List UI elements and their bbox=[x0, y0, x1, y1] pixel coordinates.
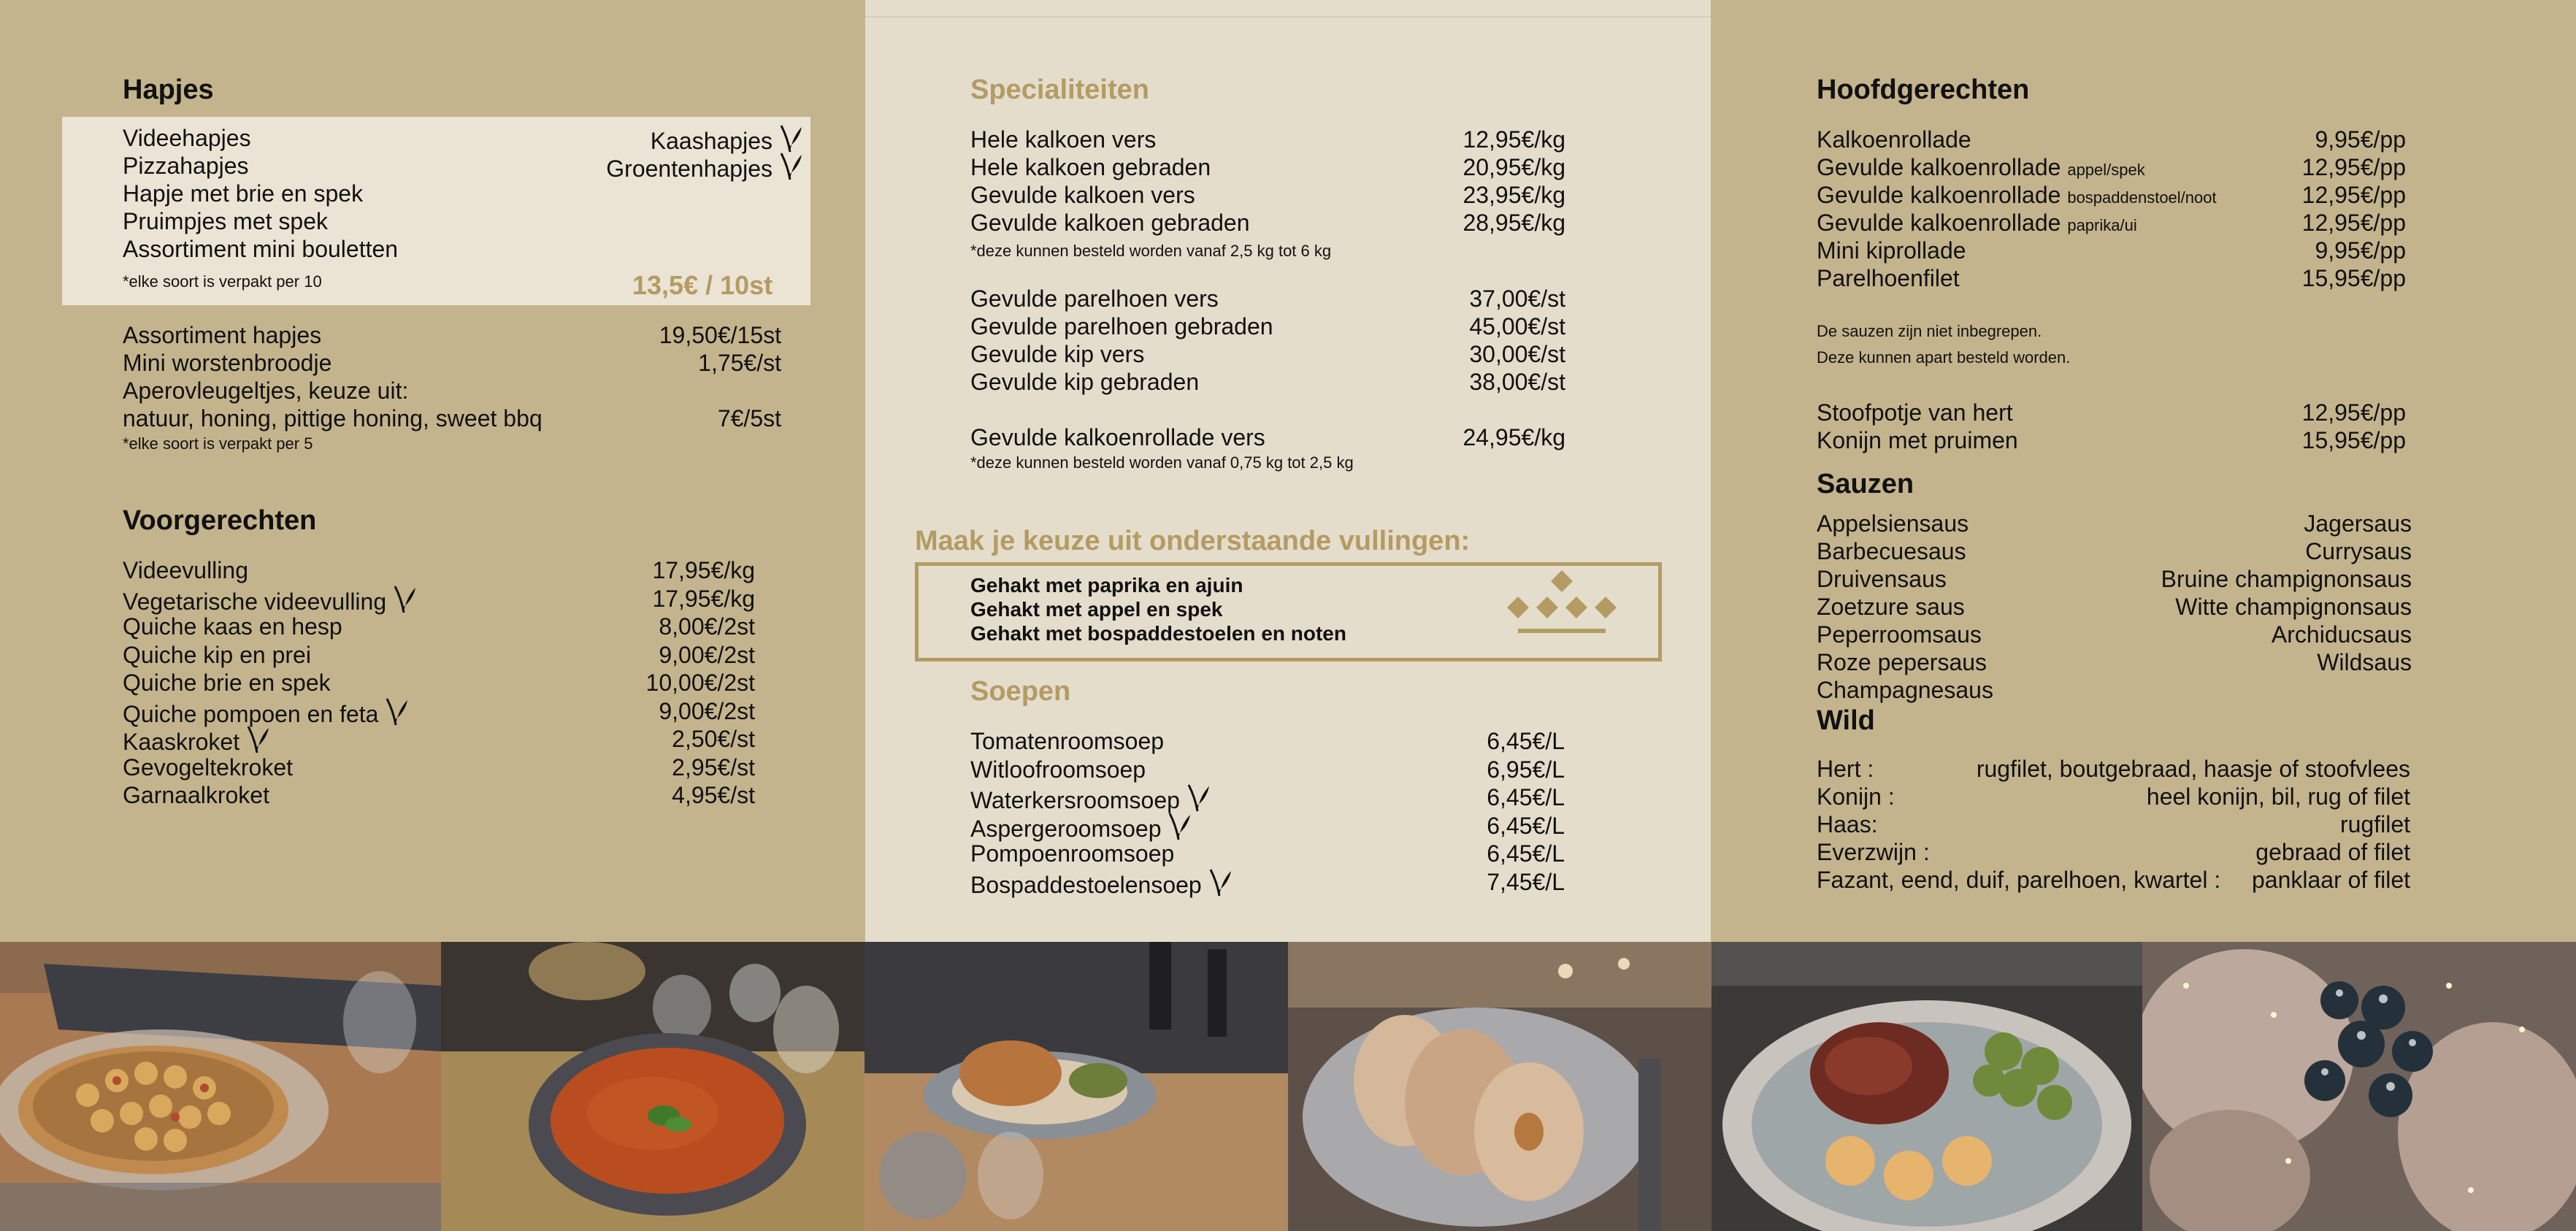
item-price: 9,00€/2st bbox=[659, 697, 755, 724]
vulling-item: Gehakt met appel en spek bbox=[970, 598, 1223, 621]
item-variant: bospaddenstoel/noot bbox=[2067, 188, 2217, 207]
item-name: Gevogeltekroket bbox=[123, 753, 294, 781]
item-price: 12,95€/pp bbox=[2301, 210, 2406, 236]
item-name: Barbecuesaus bbox=[1817, 538, 1966, 564]
item-name: Quiche pompoen en feta bbox=[123, 700, 379, 727]
hapjes-item bbox=[123, 404, 781, 432]
hoofdgerecht-item bbox=[1817, 237, 2406, 264]
item-price: rugfilet, boutgebraad, haasje of stoofvlees bbox=[1976, 756, 2410, 782]
specialiteiten-note-1: *deze kunnen besteld worden vanaf 2,5 kg tot 6 kg bbox=[970, 242, 1332, 260]
item-name: Gevulde kalkoenrollade bbox=[1817, 210, 2061, 236]
item-price: panklaar of filet bbox=[2251, 867, 2410, 893]
item-price: 9,00€/2st bbox=[659, 641, 755, 668]
item-name: Videehapjes bbox=[123, 125, 251, 151]
specialiteit-item bbox=[970, 153, 1565, 181]
hapjes-box-price: 13,5€ / 10st bbox=[632, 270, 773, 300]
vegetarian-leaf-icon bbox=[384, 697, 409, 726]
item-price: 1,75€/st bbox=[698, 350, 781, 376]
item-price: 10,00€/2st bbox=[645, 670, 755, 696]
item-price: 24,95€/kg bbox=[1463, 424, 1565, 450]
item-name: Gevulde kalkoenrollade bbox=[1817, 154, 2061, 180]
item-price: 8,00€/2st bbox=[659, 613, 755, 640]
item-name: Gevulde kalkoen vers bbox=[970, 182, 1195, 208]
specialiteit-item bbox=[970, 209, 1565, 237]
item-price: 45,00€/st bbox=[1469, 313, 1565, 340]
divider bbox=[865, 16, 1711, 18]
item-price: 6,45€/L bbox=[1487, 784, 1565, 810]
christmas-decoration-photo bbox=[2142, 942, 2576, 1231]
wild-item bbox=[1817, 755, 2410, 783]
item-price: 20,95€/kg bbox=[1463, 154, 1565, 180]
item-price: 15,95€/pp bbox=[2301, 427, 2406, 453]
item-price: 7,45€/L bbox=[1487, 868, 1565, 895]
item-name: Gevulde kip vers bbox=[970, 341, 1145, 367]
item-name: Assortiment hapjes bbox=[123, 322, 322, 348]
item-price: Witte champignonsaus bbox=[2175, 594, 2412, 620]
hoofdgerecht-item bbox=[1817, 153, 2406, 184]
vegetarian-leaf-icon bbox=[1167, 812, 1192, 841]
sauzen-note-line-1: De sauzen zijn niet inbegrepen. bbox=[1817, 322, 2042, 340]
hapjes-box-item bbox=[123, 152, 249, 180]
voorgerecht-item bbox=[123, 697, 755, 728]
voorgerecht-item bbox=[123, 641, 755, 669]
right-panel bbox=[1711, 0, 2576, 942]
specialiteit-item bbox=[970, 126, 1565, 153]
item-price: 38,00€/st bbox=[1469, 369, 1565, 395]
soep-item bbox=[970, 783, 1565, 814]
specialiteit-item bbox=[970, 312, 1565, 340]
tomato-soup-photo bbox=[441, 942, 865, 1231]
item-name: Haas: bbox=[1817, 811, 1878, 837]
hapjes-item bbox=[123, 349, 781, 377]
wild-item bbox=[1817, 810, 2410, 838]
item-name: Assortiment mini bouletten bbox=[123, 236, 399, 262]
section-title-wild: Wild bbox=[1817, 705, 1875, 736]
item-name: Gevulde kip gebraden bbox=[970, 369, 1200, 395]
item-price: 6,45€/L bbox=[1487, 728, 1565, 754]
voorgerecht-item bbox=[123, 613, 755, 640]
appetizer-platter-photo bbox=[0, 942, 441, 1231]
item-price: 12,95€/pp bbox=[2301, 154, 2406, 180]
item-price: 2,95€/st bbox=[672, 753, 755, 781]
item-name: Champagnesaus bbox=[1817, 677, 1993, 703]
item-name: Mini kiprollade bbox=[1817, 237, 1966, 264]
hoofdgerecht-item bbox=[1817, 181, 2406, 212]
section-title-voorgerechten: Voorgerechten bbox=[123, 505, 317, 536]
soep-item bbox=[970, 868, 1565, 899]
item-name: Fazant, eend, duif, parelhoen, kwartel : bbox=[1817, 867, 2221, 893]
hapjes-box-note: *elke soort is verpakt per 10 bbox=[123, 272, 322, 291]
voorgerecht-item bbox=[123, 753, 755, 781]
item-price: Bruine champignonsaus bbox=[2161, 566, 2412, 592]
vegetarian-leaf-icon bbox=[778, 124, 803, 153]
item-name: Kalkoenrollade bbox=[1817, 126, 1971, 153]
photo-strip bbox=[0, 942, 2576, 1231]
saus-item bbox=[1817, 621, 2412, 648]
specialiteit-item bbox=[970, 285, 1565, 312]
hapjes-box-item bbox=[123, 180, 363, 207]
left-panel bbox=[0, 0, 865, 942]
item-name: Everzwijn : bbox=[1817, 839, 1930, 865]
item-name: Aspergeroomsoep bbox=[970, 815, 1162, 842]
item-price: 28,95€/kg bbox=[1463, 210, 1565, 236]
item-name: Appelsiensaus bbox=[1817, 510, 1969, 537]
item-price: 4,95€/st bbox=[672, 782, 755, 808]
item-name: Gevulde parelhoen gebraden bbox=[970, 313, 1273, 340]
section-title-hapjes: Hapjes bbox=[123, 74, 214, 105]
specialiteit-item bbox=[970, 368, 1565, 396]
item-price: 12,95€/kg bbox=[1463, 126, 1565, 153]
item-name: Witloofroomsoep bbox=[970, 756, 1146, 783]
item-name: Hapje met brie en spek bbox=[123, 180, 364, 207]
saus-item bbox=[1817, 676, 2412, 704]
section-title-soepen: Soepen bbox=[970, 676, 1071, 707]
item-price: 7€/5st bbox=[717, 405, 781, 432]
item-name: Tomatenroomsoep bbox=[970, 728, 1165, 754]
item-price: Jagersaus bbox=[2304, 510, 2412, 537]
item-name: Pizzahapjes bbox=[123, 153, 249, 179]
item-name: Konijn : bbox=[1817, 783, 1895, 810]
item-name: Hele kalkoen vers bbox=[970, 126, 1157, 153]
item-name: Gevulde kalkoen gebraden bbox=[970, 210, 1250, 236]
item-name: Pompoenroomsoep bbox=[970, 840, 1175, 867]
voorgerecht-item bbox=[123, 585, 755, 616]
hoofdgerecht-item bbox=[1817, 426, 2406, 454]
hapjes-box-item-right bbox=[606, 152, 803, 183]
item-name: Hele kalkoen gebraden bbox=[970, 154, 1211, 180]
section-title-sauzen: Sauzen bbox=[1817, 469, 1914, 499]
voorgerecht-item bbox=[123, 556, 755, 584]
vegetarian-leaf-icon bbox=[778, 152, 803, 181]
item-name: Vegetarische videevulling bbox=[123, 588, 387, 615]
item-price: 17,95€/kg bbox=[652, 585, 755, 612]
item-name: Hert : bbox=[1817, 756, 1874, 782]
game-dish-photo bbox=[1711, 942, 2142, 1231]
hoofdgerecht-item bbox=[1817, 264, 2406, 292]
item-name: Konijn met pruimen bbox=[1817, 427, 2018, 453]
item-price: 9,95€/pp bbox=[2315, 126, 2406, 153]
item-name: Quiche kip en prei bbox=[123, 641, 311, 668]
item-name: Mini worstenbroodje bbox=[123, 350, 332, 376]
item-price: 2,50€/st bbox=[672, 726, 755, 752]
hapjes-box-item-right bbox=[651, 124, 803, 155]
hoofdgerecht-item bbox=[1817, 209, 2406, 239]
hoofdgerecht-item bbox=[1817, 399, 2406, 426]
saus-item bbox=[1817, 537, 2412, 565]
roast-turkey-photo bbox=[865, 942, 1288, 1231]
saus-item bbox=[1817, 593, 2412, 621]
item-price: 30,00€/st bbox=[1469, 341, 1565, 367]
item-name: Kaaskroket bbox=[123, 729, 240, 755]
item-name: Bospaddestoelensoep bbox=[970, 871, 1202, 898]
wild-item bbox=[1817, 838, 2410, 866]
item-price: 37,00€/st bbox=[1469, 285, 1565, 312]
item-name: Quiche kaas en hesp bbox=[123, 613, 342, 640]
item-variant: appel/spek bbox=[2067, 161, 2145, 179]
section-title-specialiteiten: Specialiteiten bbox=[970, 74, 1149, 105]
soep-item bbox=[970, 727, 1565, 755]
item-price: Wildsaus bbox=[2317, 649, 2412, 675]
item-name: Aperovleugeltjes, keuze uit: bbox=[123, 377, 409, 404]
item-name: Kaashapjes bbox=[650, 128, 773, 154]
soep-item bbox=[970, 756, 1565, 783]
vulling-item: Gehakt met paprika en ajuin bbox=[970, 574, 1243, 597]
vegetarian-leaf-icon bbox=[245, 725, 270, 754]
middle-panel bbox=[865, 0, 1711, 942]
item-name: Gevulde kalkoenrollade bbox=[1817, 182, 2061, 208]
wild-item bbox=[1817, 866, 2410, 894]
voorgerecht-item bbox=[123, 725, 755, 756]
item-name: Garnaalkroket bbox=[123, 782, 269, 808]
hapjes-box-item bbox=[123, 207, 328, 235]
item-price: 6,95€/L bbox=[1487, 756, 1565, 783]
hapjes-box-item bbox=[123, 235, 398, 263]
specialiteit-item bbox=[970, 181, 1565, 209]
item-name: Gevulde kalkoenrollade vers bbox=[970, 424, 1265, 450]
item-price: heel konijn, bil, rug of filet bbox=[2146, 783, 2410, 810]
soep-item bbox=[970, 840, 1565, 867]
item-name: Pruimpjes met spek bbox=[123, 208, 328, 234]
sauzen-note-line-2: Deze kunnen apart besteld worden. bbox=[1817, 348, 2071, 367]
item-price: 17,95€/kg bbox=[652, 557, 755, 583]
item-name: Druivensaus bbox=[1817, 566, 1947, 592]
item-price: 15,95€/pp bbox=[2301, 265, 2406, 291]
item-name: Stoofpotje van hert bbox=[1817, 399, 2013, 426]
item-name: Gevulde parelhoen vers bbox=[970, 285, 1219, 312]
item-price: 19,50€/15st bbox=[659, 322, 781, 348]
hapjes-item bbox=[123, 377, 781, 404]
item-name: Videevulling bbox=[123, 557, 248, 583]
item-price: 23,95€/kg bbox=[1463, 182, 1565, 208]
sliced-rollade-photo bbox=[1288, 942, 1711, 1231]
saus-item bbox=[1817, 648, 2412, 676]
item-price: 9,95€/pp bbox=[2315, 237, 2406, 264]
voorgerecht-item bbox=[123, 781, 755, 809]
hapjes-box-item bbox=[123, 124, 251, 152]
vegetarian-leaf-icon bbox=[1208, 868, 1233, 897]
item-name: Parelhoenfilet bbox=[1817, 265, 1960, 291]
item-price: gebraad of filet bbox=[2255, 839, 2410, 865]
soep-item bbox=[970, 812, 1565, 843]
item-name: Zoetzure saus bbox=[1817, 594, 1965, 620]
item-price: rugfilet bbox=[2339, 811, 2410, 837]
item-name: Waterkersroomsoep bbox=[970, 787, 1180, 813]
item-name: Roze pepersaus bbox=[1817, 649, 1987, 675]
diamond-ornament-icon bbox=[1503, 570, 1620, 651]
specialiteit-item bbox=[970, 340, 1565, 368]
item-price: Archiducsaus bbox=[2271, 621, 2412, 648]
vullingen-box bbox=[915, 562, 1662, 661]
hoofdgerecht-item bbox=[1817, 126, 2406, 153]
item-name: Peperroomsaus bbox=[1817, 621, 1982, 648]
vegetarian-leaf-icon bbox=[1186, 783, 1211, 813]
item-price: Currysaus bbox=[2305, 538, 2412, 564]
item-price: 6,45€/L bbox=[1487, 840, 1565, 867]
item-price: 12,95€/pp bbox=[2301, 182, 2406, 208]
specialiteiten-note-3: *deze kunnen besteld worden vanaf 0,75 kg tot 2,5 kg bbox=[970, 453, 1354, 472]
saus-item bbox=[1817, 510, 2412, 537]
item-name: Quiche brie en spek bbox=[123, 670, 331, 696]
hapjes-note: *elke soort is verpakt per 5 bbox=[123, 434, 313, 453]
item-name: Groentenhapjes bbox=[606, 156, 773, 182]
vulling-item: Gehakt met bospaddestoelen en noten bbox=[970, 622, 1346, 645]
wild-item bbox=[1817, 783, 2410, 810]
saus-item bbox=[1817, 565, 2412, 593]
specialiteit-item bbox=[970, 423, 1565, 451]
hapjes-item bbox=[123, 321, 781, 349]
item-variant: paprika/ui bbox=[2067, 216, 2137, 234]
item-price: 12,95€/pp bbox=[2301, 399, 2406, 426]
vegetarian-leaf-icon bbox=[392, 585, 417, 614]
section-title-hoofdgerechten: Hoofdgerechten bbox=[1817, 74, 2030, 105]
section-title-vullingen: Maak je keuze uit onderstaande vullingen: bbox=[915, 526, 1471, 556]
voorgerecht-item bbox=[123, 669, 755, 697]
item-price: 6,45€/L bbox=[1487, 812, 1565, 839]
item-name: natuur, honing, pittige honing, sweet bbq bbox=[123, 405, 543, 432]
